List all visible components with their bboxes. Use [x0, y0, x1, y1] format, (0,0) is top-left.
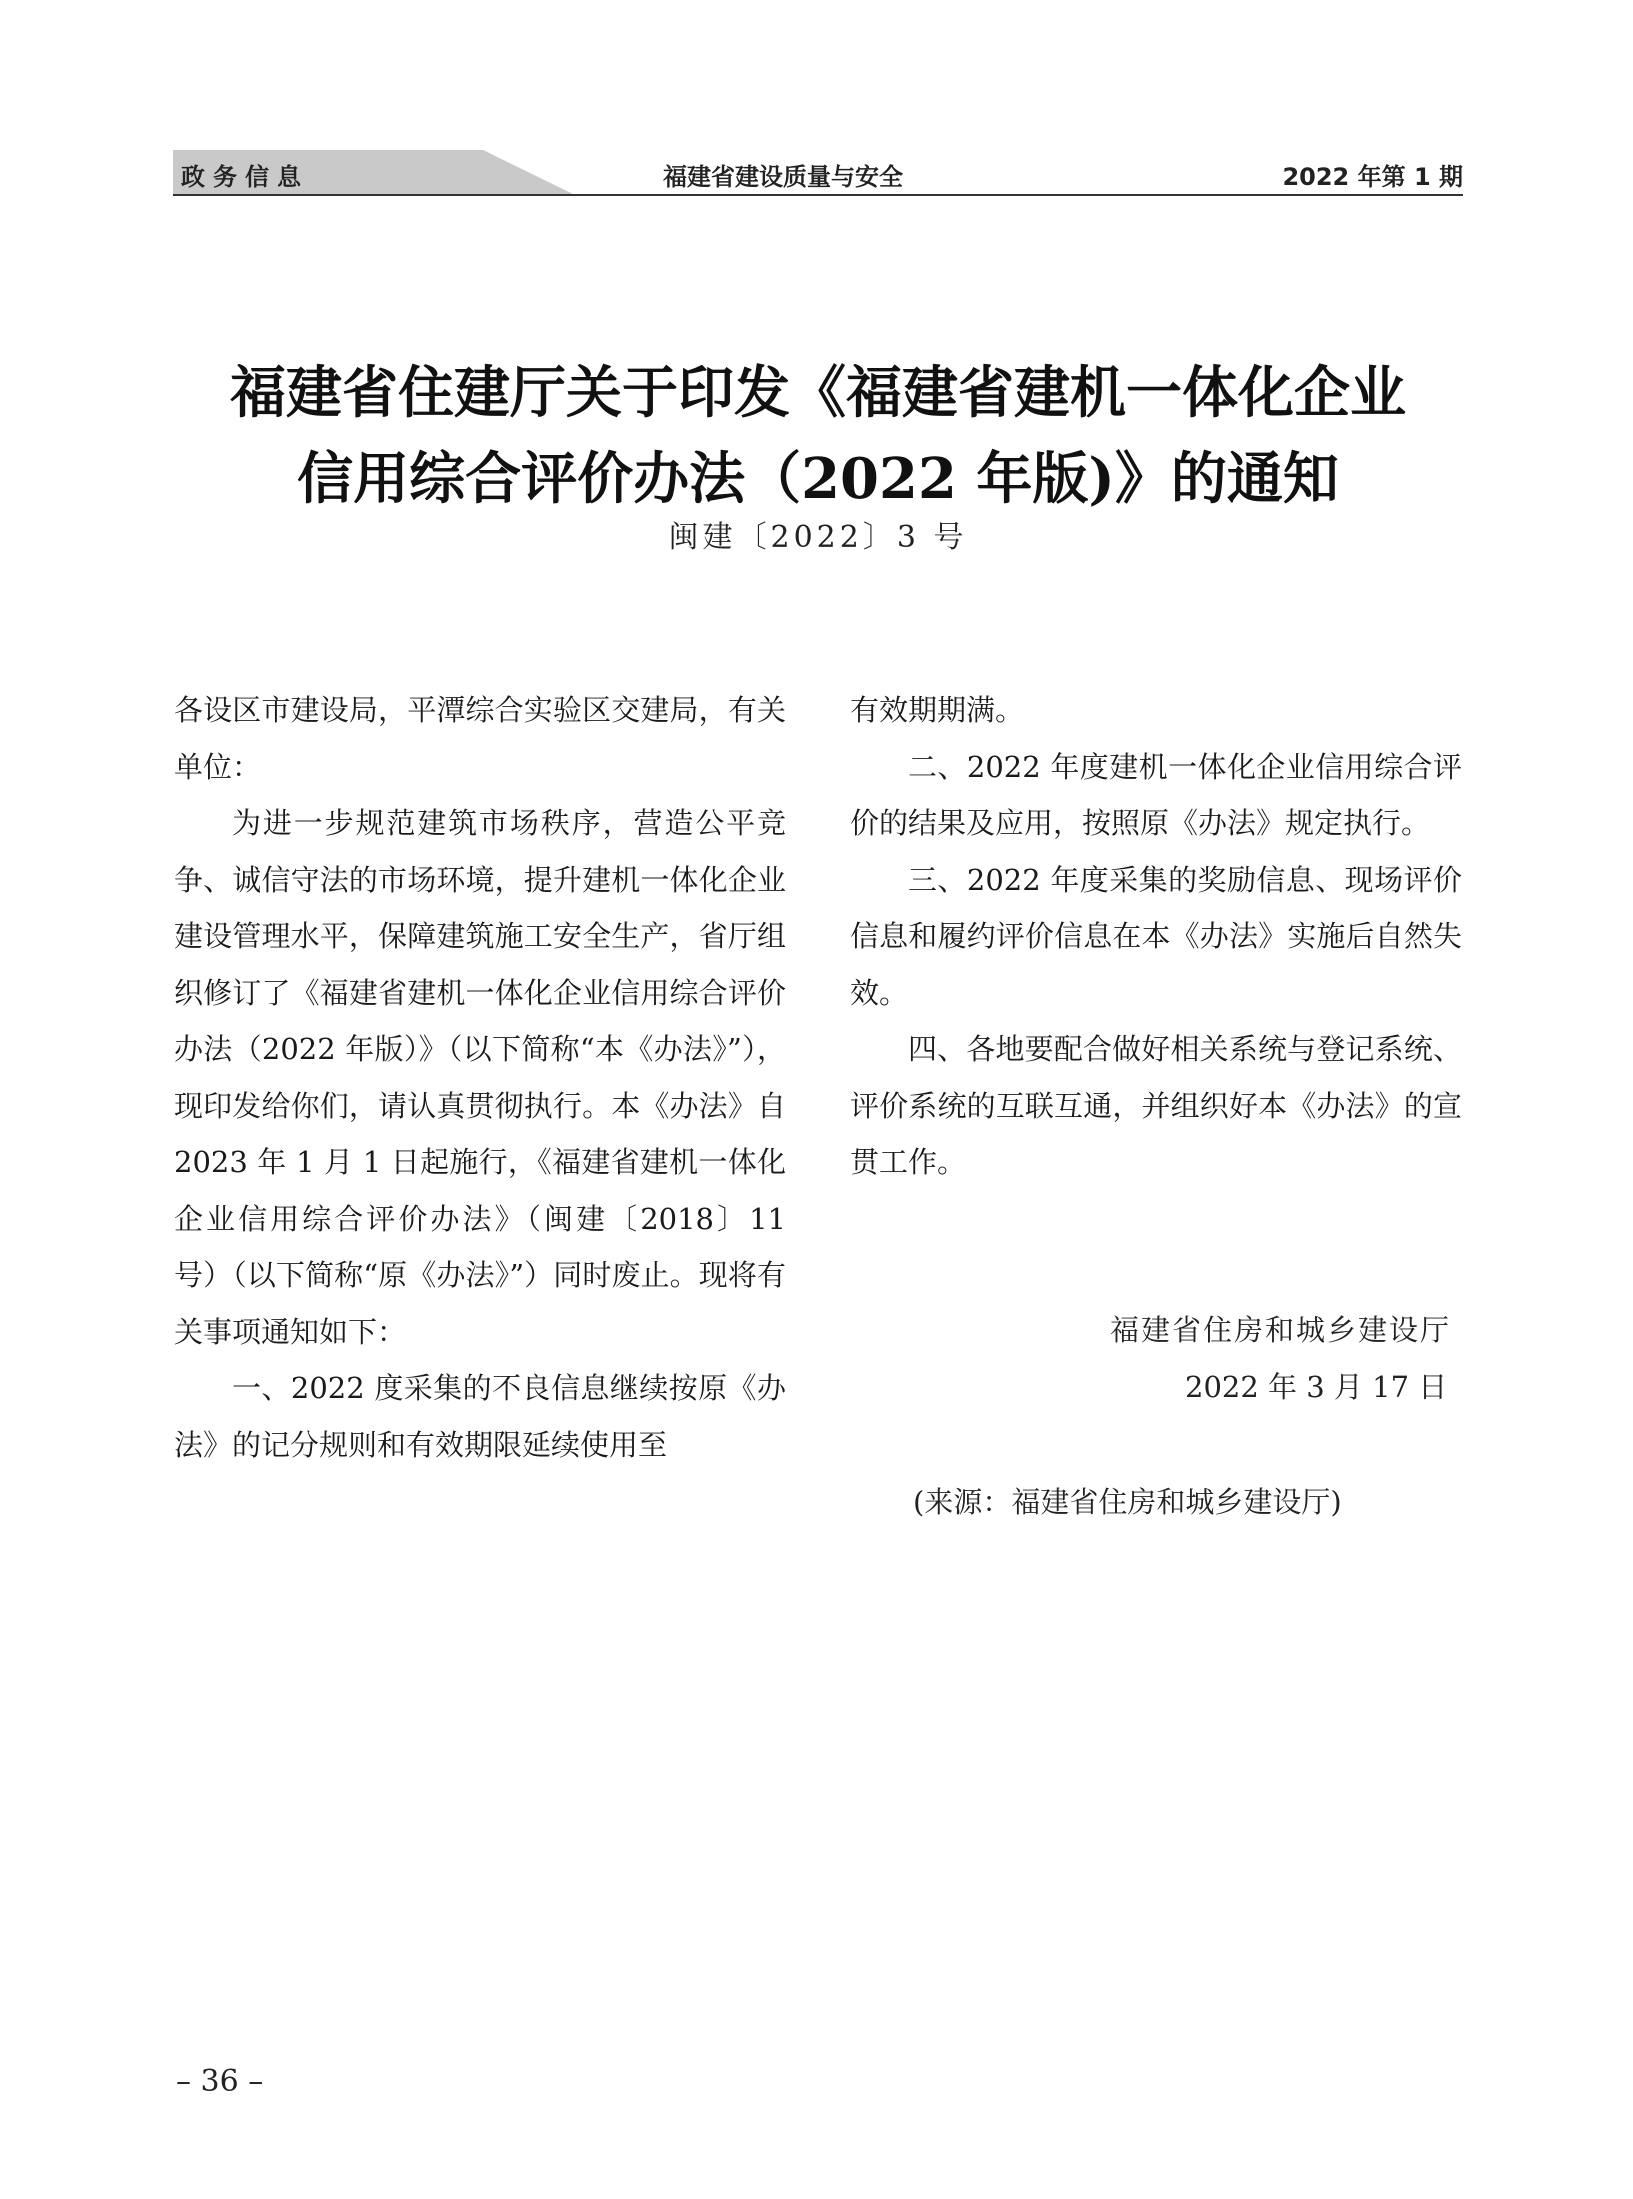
- article-title-line-2: 信用综合评价办法（2022 年版)》的通知: [297, 446, 1339, 512]
- salutation-paragraph: 各设区市建设局，平潭综合实验区交建局，有关单位：: [174, 693, 786, 784]
- body-paragraph: 二、2022 年度建机一体化企业信用综合评价的结果及应用，按照原《办法》规定执行。: [850, 749, 1462, 840]
- document-number: 闽建〔2022〕3 号: [668, 520, 968, 555]
- body-paragraph: 一、2022 度采集的不良信息继续按原《办法》的记分规则和有效期限延续使用至: [174, 1371, 786, 1462]
- page-header: [173, 150, 1463, 196]
- header-issue: 2022 年第 1 期: [1282, 163, 1463, 191]
- page-number: – 36 –: [176, 2064, 264, 2099]
- body-paragraph: 四、各地要配合做好相关系统与登记系统、评价系统的互联互通，并组织好本《办法》的宣贯工作。: [850, 1032, 1462, 1179]
- signature-organization: 福建省住房和城乡建设厅: [1110, 1313, 1452, 1347]
- article-title: [173, 350, 1463, 522]
- header-journal-name: 福建省建设质量与安全: [663, 163, 903, 191]
- body-paragraph: 有效期期满。: [850, 693, 1025, 727]
- body-column-right: [850, 682, 1462, 1191]
- header-section-label: 政务信息: [181, 163, 309, 191]
- article-title-line-1: 福建省住建厅关于印发《福建省建机一体化企业: [230, 360, 1406, 426]
- body-column-left: [174, 682, 786, 1473]
- body-paragraph: 三、2022 年度采集的奖励信息、现场评价信息和履约评价信息在本《办法》实施后自然失效。: [850, 862, 1462, 1010]
- article-source: (来源：福建省住房和城乡建设厅): [913, 1485, 1342, 1519]
- signature-date: 2022 年 3 月 17 日: [1185, 1370, 1448, 1404]
- header-divider: [173, 194, 1463, 196]
- body-paragraph: 为进一步规范建筑市场秩序，营造公平竞争、诚信守法的市场环境，提升建机一体化企业建设管理水平，保障建筑施工安全生产，省厅组织修订了《福建省建机一体化企业信用综合评价办法（2022 年版）》（以下简称“本《办法》”），现印发给你们，请认真贯彻执行。本《办法》自 2023 年 1 月 1 日起施行，《福建省建机一体化企业信用综合评价办法》（闽建〔2018〕11 号）（以下简称“原《办法》”）同时废止。现将有关事项通知如下：: [174, 806, 786, 1349]
